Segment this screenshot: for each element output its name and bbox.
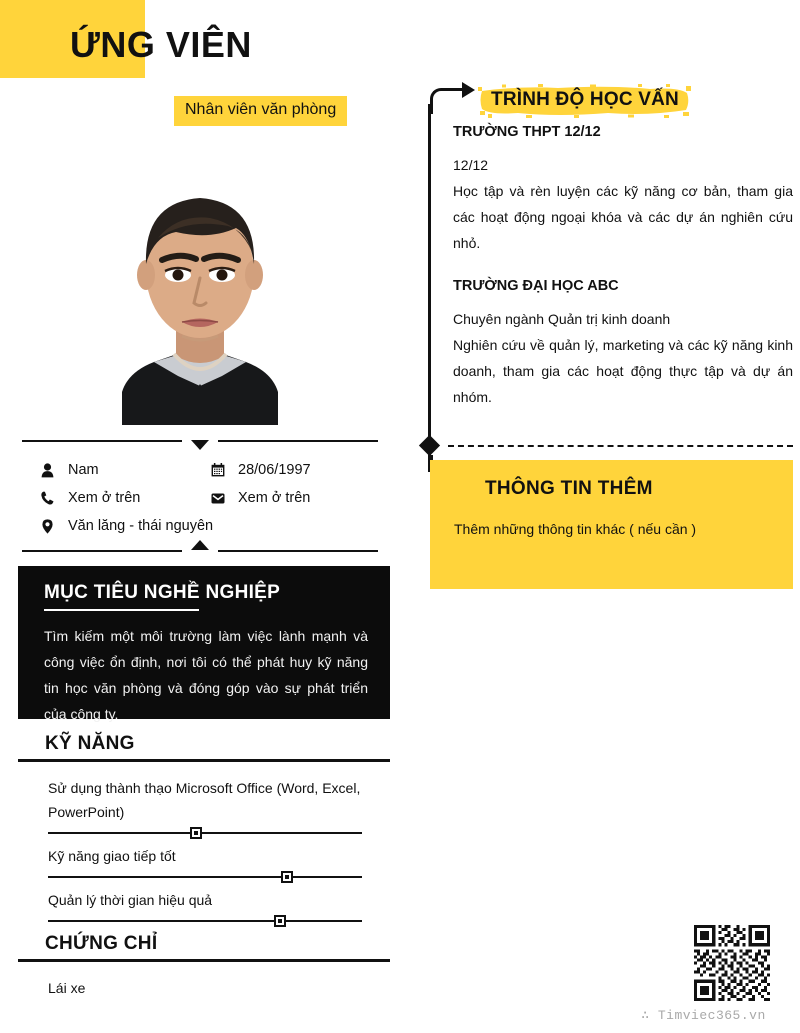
certificate-item: Lái xe	[48, 980, 86, 996]
phone-icon	[40, 491, 55, 505]
contact-value: Xem ở trên	[238, 490, 311, 506]
skill-knob[interactable]	[274, 915, 286, 927]
avatar	[50, 140, 350, 425]
job-title-chip: Nhân viên văn phòng	[174, 96, 347, 126]
education-item	[453, 278, 793, 410]
education-period: 12/12	[453, 157, 489, 173]
education-school: TRƯỜNG ĐẠI HỌC ABC	[453, 278, 619, 294]
location-icon	[40, 519, 55, 534]
extra-info-heading: THÔNG TIN THÊM	[485, 478, 653, 499]
qr-code[interactable]	[693, 925, 771, 1001]
contact-value: 28/06/1997	[238, 462, 311, 478]
contact-divider-bottom	[22, 546, 378, 558]
page-title: ỨNG VIÊN	[70, 24, 252, 65]
timeline-dashed-divider	[448, 445, 793, 447]
skill-item	[48, 776, 362, 840]
arrow-right-icon	[462, 82, 475, 98]
contact-divider-top	[22, 436, 378, 448]
qr-code-image	[693, 925, 771, 1001]
skill-bar[interactable]	[48, 826, 362, 840]
career-objective-section	[18, 566, 390, 722]
timeline-connector-education	[430, 88, 474, 114]
education-item	[453, 124, 793, 256]
skill-name: Sử dụng thành thạo Microsoft Office (Word, Excel, PowerPoint)	[48, 780, 361, 820]
certificates-section	[18, 933, 390, 1000]
contact-value: Văn lăng - thái nguyên	[68, 518, 214, 534]
skill-name: Kỹ năng giao tiếp tốt	[48, 848, 176, 864]
skill-knob[interactable]	[281, 871, 293, 883]
education-description: Nghiên cứu về quản lý, marketing và các kỹ năng kinh doanh, tham gia các hoạt động thực tập và dự án nhóm.	[453, 337, 793, 405]
contact-value: Nam	[68, 462, 99, 478]
contact-value: Xem ở trên	[68, 490, 141, 506]
skill-item	[48, 888, 362, 928]
skill-item	[48, 844, 362, 884]
timeline-rail	[428, 96, 432, 474]
contact-block	[22, 436, 378, 558]
education-description: Học tập và rèn luyện các kỹ năng cơ bản, tham gia các hoạt động ngoại khóa và các dự án nghiên cứu nhỏ.	[453, 183, 793, 251]
brand-watermark: ∴ Timviec365.vn	[641, 1008, 766, 1023]
objective-heading: MỤC TIÊU NGHỀ NGHIỆP	[44, 582, 281, 603]
certificates-heading: CHỨNG CHỈ	[45, 933, 158, 954]
timeline-diamond-marker	[419, 435, 440, 456]
certificates-list	[18, 962, 390, 1000]
contact-item-gender	[40, 462, 210, 478]
triangle-up-icon	[191, 540, 209, 550]
skill-track	[48, 920, 362, 922]
skills-heading: KỸ NĂNG	[45, 733, 135, 754]
skill-name: Quản lý thời gian hiệu quả	[48, 892, 213, 908]
skill-bar[interactable]	[48, 870, 362, 884]
education-school: TRƯỜNG THPT 12/12	[453, 124, 601, 140]
education-heading-banner	[478, 84, 692, 118]
skills-section	[18, 733, 390, 932]
skill-track	[48, 832, 362, 834]
objective-text: Tìm kiếm một môi trường làm việc lành mạnh và công việc ổn định, nơi tôi có thể phát huy kỹ năng tin học văn phòng và đóng góp vào sự phát triển của công ty.	[44, 628, 368, 722]
education-heading: TRÌNH ĐỘ HỌC VẤN	[491, 89, 679, 110]
user-icon	[40, 463, 55, 478]
contact-grid	[22, 448, 378, 546]
extra-info-section	[430, 460, 793, 589]
contact-item-phone	[40, 490, 210, 506]
timeline-stem	[428, 104, 431, 472]
education-list	[453, 124, 793, 428]
envelope-icon	[210, 493, 225, 504]
education-period: Chuyên ngành Quản trị kinh doanh	[453, 311, 671, 327]
objective-underline	[44, 609, 199, 611]
skills-list	[18, 762, 390, 928]
calendar-icon	[210, 463, 225, 477]
skill-bar[interactable]	[48, 914, 362, 928]
portrait-photo	[50, 140, 350, 425]
contact-item-email	[210, 490, 378, 506]
extra-info-text: Thêm những thông tin khác ( nếu cần )	[454, 521, 697, 537]
skill-track	[48, 876, 362, 878]
triangle-down-icon	[191, 440, 209, 450]
contact-item-birthday	[210, 462, 378, 478]
skill-knob[interactable]	[190, 827, 202, 839]
contact-item-address	[40, 518, 214, 534]
